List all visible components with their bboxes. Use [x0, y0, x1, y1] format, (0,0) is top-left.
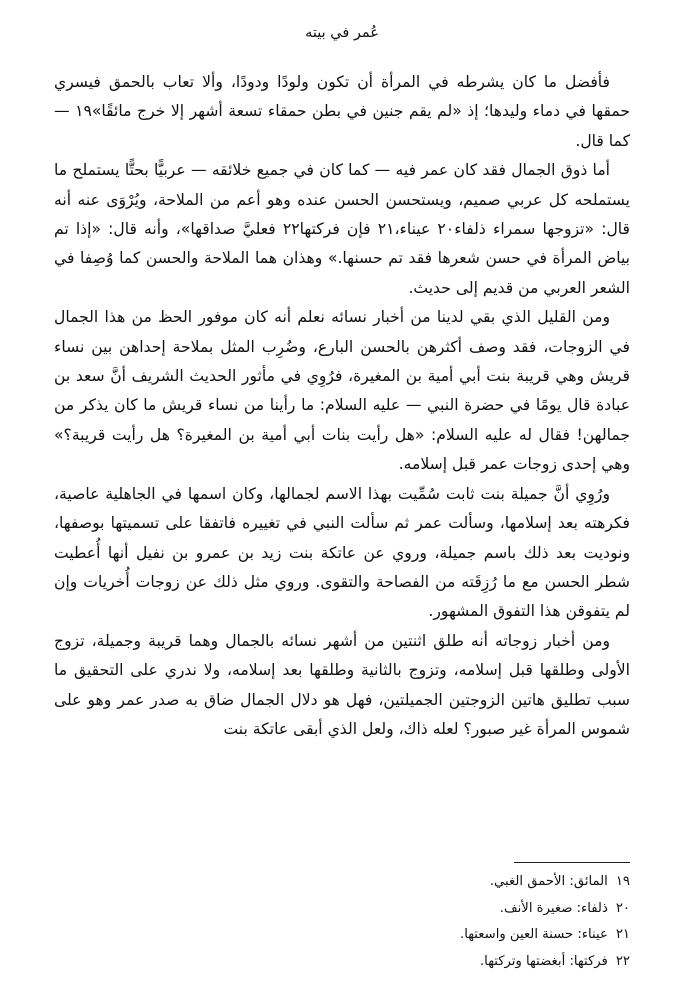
- footnote-number: ١٩: [615, 874, 630, 889]
- paragraph: ورُوِي أنَّ جميلة بنت ثابت سُمِّيت بهذا الاسم لجمالها، وكان اسمها في الجاهلية عاصية، فكرهته بعد إسلامها، وسألت عمر ثم سألت النبي في تغييره فاتفقا على تسميتها بوصفها، ونوديت بعد ذلك باسم جميلة، وروي عن عاتكة بنت زيد بن عمرو بن نفيل أنها أُعطيت شطر الحسن مع ما رُزِقَته من الفصاحة والتقوى. وروي مثل ذلك عن زوجات أُخريات وإن لم يتفوقن هذا التفوق المشهور.: [54, 484, 630, 621]
- footnotes: [54, 869, 630, 975]
- footnote-number: ٢٢: [615, 953, 630, 969]
- footnote-text: فركتها: أبغضتها وتركتها.: [479, 953, 608, 969]
- paragraph: أما ذوق الجمال فقد كان عمر فيه — كما كان في جميع خلائقه — عربيًّا بحتًّا يستملح ما يستملحه كل عربي صميم، ويستحسن الحسن عنده وهو أعم من الملاحة، ويُرْوَى عنه أنه قال: «تزوجها سمراء ذلفاء٢٠ عيناء،٢١ فإن فركتها٢٢ فعليَّ صداقها»، وأنه قال: «إذا تم بياض المرأة في حسن شعرها فقد تم حسنها.» وهذان هما الملاحة والحسن كما وُصِفا في الشعر العربي من قديم إلى حديث.: [54, 161, 630, 297]
- footnote-number: ٢١: [615, 927, 630, 942]
- running-header: عُمر في بيته: [305, 25, 379, 41]
- footnote-number: ٢٠: [615, 900, 630, 916]
- footnote-text: عيناء: حسنة العين واسعتها.: [460, 927, 608, 942]
- paragraph: فأفضل ما كان يشرطه في المرأة أن تكون ولودًا ودودًا، وألا تعاب بالحمق فيسري حمقها في دماء وليدها؛ إذ «لم يقم جنين في بطن حمقاء تسعة أشهر إلا خرج مائقًا»١٩ — كما قال.: [54, 73, 630, 150]
- footnote: [54, 896, 630, 923]
- paragraph: ومن القليل الذي بقي لدينا من أخبار نسائه نعلم أنه كان موفور الحظ من هذا الجمال في الزوجات، فقد وصف أكثرهن بالحسن البارع، وضُرِب المثل بملاحة إحداهن بين نساء قريش وهي قريبة بنت أبي أمية بن المغيرة، فرُوِي في مأثور الحديث الشريف أنَّ سعد بن عبادة قال يومًا في حضرة النبي — عليه السلام: ما رأينا من نساء قريش ما كان يذكر من جمالهن! فقال له عليه السلام: «هل رأيت بنات أبي أمية بن المغيرة؟ هل رأيت قريبة؟» وهي إحدى زوجات عمر قبل إسلامه.: [54, 308, 630, 474]
- footnote-text: ذلفاء: صغيرة الأنف.: [499, 900, 608, 916]
- main-text: [54, 68, 630, 744]
- paragraph: ومن أخبار زوجاته أنه طلق اثنتين من أشهر نسائه بالجمال وهما قريبة وجميلة، تزوج الأولى وطلقها قبل إسلامه، وتزوج بالثانية وطلقها بعد إسلامه، ولا ندري على التحقيق ما سبب تطليق هاتين الزوجتين الجميلتين، فهل هو دلال الجمال ضاق به صدر عمر وهو على شموس المرأة غير صبور؟ لعله ذاك، ولعل الذي أبقى عاتكة بنت: [54, 631, 630, 738]
- footnote-separator: [514, 862, 630, 863]
- footnote: [54, 869, 630, 896]
- footnote-text: المائق: الأحمق الغبي.: [489, 874, 608, 889]
- footnote: [54, 949, 630, 976]
- footnote: [54, 922, 630, 949]
